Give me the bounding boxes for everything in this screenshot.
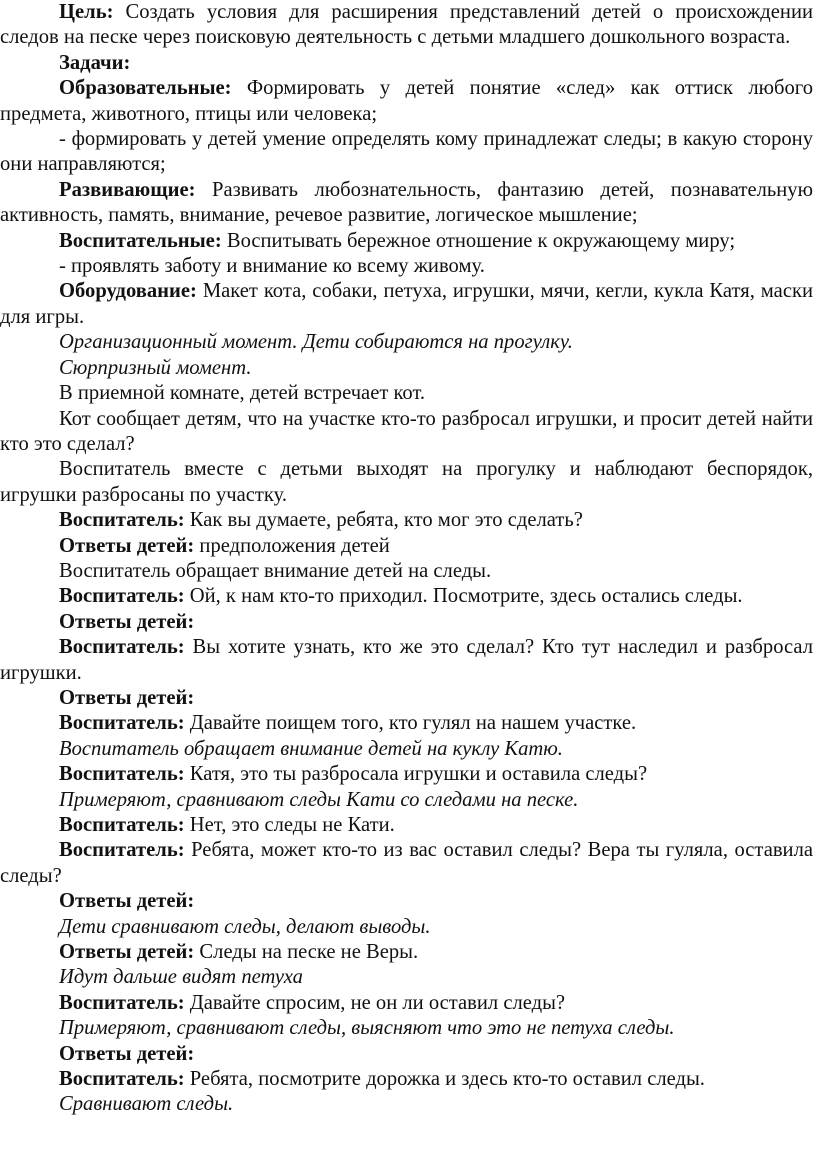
stage-note-text: Дети сравнивают следы, делают выводы. xyxy=(59,915,431,938)
tasks-heading xyxy=(0,51,813,76)
speaker-label: Ответы детей: xyxy=(59,686,195,709)
dialogue-text: Ребята, посмотрите дорожка и здесь кто-то оставил следы. xyxy=(184,1068,705,1091)
speaker-label: Воспитатель: xyxy=(59,585,185,608)
dialogue-text: Давайте поищем того, кто гулял на нашем участке. xyxy=(184,712,637,735)
speaker-label: Ответы детей: xyxy=(59,941,195,964)
task-list-item xyxy=(0,127,813,178)
upbringing-label: Воспитательные: xyxy=(59,229,222,252)
goal-label: Цель: xyxy=(59,1,114,23)
developing-task-paragraph xyxy=(0,178,813,229)
dialogue-line xyxy=(0,686,813,711)
dialogue-line xyxy=(0,711,813,736)
dialogue-line xyxy=(0,584,813,609)
dialogue-text: предположения детей xyxy=(194,534,390,557)
stage-note xyxy=(0,915,813,940)
stage-note-text: Воспитатель обращает внимание детей на куклу Катю. xyxy=(59,737,563,760)
task-text: - проявлять заботу и внимание ко всему живому. xyxy=(59,255,485,278)
stage-note-text: Сюрпризный момент. xyxy=(59,356,252,379)
speaker-label: Ответы детей: xyxy=(59,534,195,557)
developing-text: Развивать любознательность, фантазию детей, познавательную активность, память, внимание, речевое развитие, логическое мышление; xyxy=(0,178,813,227)
dialogue-line xyxy=(0,889,813,914)
stage-note xyxy=(0,356,813,381)
speaker-label: Воспитатель: xyxy=(59,509,185,532)
speaker-label: Воспитатель: xyxy=(59,1068,185,1091)
dialogue-line xyxy=(0,534,813,559)
stage-note-text: Примеряют, сравнивают следы, выясняют что это не петуха следы. xyxy=(59,1017,675,1040)
goal-text: Создать условия для расширения представлений детей о происхождении следов на песке через поисковую деятельность с детьми младшего дошкольного возраста. xyxy=(0,1,813,49)
stage-note-text: Примеряют, сравнивают следы Кати со следами на песке. xyxy=(59,788,579,811)
dialogue-text: Вы хотите узнать, кто же это сделал? Кто тут наследил и разбросал игрушки. xyxy=(0,636,813,684)
speaker-label: Воспитатель: xyxy=(59,991,185,1014)
dialogue-line xyxy=(0,1042,813,1067)
upbringing-text: Воспитывать бережное отношение к окружающему миру; xyxy=(221,229,736,252)
speaker-label: Ответы детей: xyxy=(59,1042,195,1065)
stage-note xyxy=(0,788,813,813)
dialogue-text: Нет, это следы не Кати. xyxy=(184,814,395,836)
dialogue-text: Ребята, может кто-то из вас оставил следы? Вера ты гуляла, оставила следы? xyxy=(0,839,813,887)
stage-note xyxy=(0,1092,813,1117)
speaker-label: Воспитатель: xyxy=(59,712,185,735)
dialogue-line xyxy=(0,940,813,965)
dialogue-line xyxy=(0,610,813,635)
dialogue-line xyxy=(0,838,813,889)
stage-note xyxy=(0,1016,813,1041)
stage-note-text: Организационный момент. Дети собираются на прогулку. xyxy=(59,331,573,354)
stage-note xyxy=(0,737,813,762)
narrative-paragraph xyxy=(0,407,813,458)
educational-label: Образовательные: xyxy=(59,77,232,100)
speaker-label: Воспитатель: xyxy=(59,763,185,786)
dialogue-text: Как вы думаете, ребята, кто мог это сделать? xyxy=(184,509,583,532)
developing-label: Развивающие: xyxy=(59,178,196,201)
narrative-paragraph xyxy=(0,457,813,508)
dialogue-text: Давайте спросим, не он ли оставил следы? xyxy=(184,991,566,1014)
narrative-paragraph xyxy=(0,381,813,406)
stage-note xyxy=(0,330,813,355)
narrative-text: Кот сообщает детям, что на участке кто-то разбросал игрушки, и просит детей найти кто это сделал? xyxy=(0,407,813,455)
dialogue-text: Ой, к нам кто-то приходил. Посмотрите, здесь остались следы. xyxy=(184,585,743,608)
narrative-paragraph xyxy=(0,559,813,584)
speaker-label: Воспитатель: xyxy=(59,839,185,862)
stage-note-text: Идут дальше видят петуха xyxy=(59,966,303,989)
stage-note-text: Сравнивают следы. xyxy=(59,1093,234,1116)
dialogue-line xyxy=(0,1067,813,1092)
dialogue-line xyxy=(0,762,813,787)
speaker-label: Воспитатель: xyxy=(59,814,185,836)
speaker-label: Ответы детей: xyxy=(59,890,195,913)
task-text: - формировать у детей умение определять кому принадлежат следы; в какую сторону они направляются; xyxy=(0,128,813,176)
equipment-label: Оборудование: xyxy=(59,280,197,303)
dialogue-text: Следы на песке не Веры. xyxy=(194,941,419,964)
stage-note xyxy=(0,965,813,990)
task-list-item xyxy=(0,254,813,279)
upbringing-task-paragraph xyxy=(0,229,813,254)
educational-task-paragraph xyxy=(0,76,813,127)
educational-text: Формировать у детей понятие «след» как оттиск любого предмета, животного, птицы или человека; xyxy=(0,77,813,125)
dialogue-line xyxy=(0,991,813,1016)
goal-paragraph xyxy=(0,0,813,51)
narrative-text: Воспитатель вместе с детьми выходят на прогулку и наблюдают беспорядок, игрушки разбросаны по участку. xyxy=(0,458,813,506)
dialogue-text: Катя, это ты разбросала игрушки и оставила следы? xyxy=(184,763,648,786)
dialogue-line xyxy=(0,635,813,686)
speaker-label: Ответы детей: xyxy=(59,610,195,633)
speaker-label: Воспитатель: xyxy=(59,636,185,659)
dialogue-line xyxy=(0,813,813,838)
dialogue-line xyxy=(0,508,813,533)
equipment-text: Макет кота, собаки, петуха, игрушки, мячи, кегли, кукла Катя, маски для игры. xyxy=(0,280,813,328)
narrative-text: Воспитатель обращает внимание детей на следы. xyxy=(59,559,492,582)
narrative-text: В приемной комнате, детей встречает кот. xyxy=(59,382,426,405)
equipment-paragraph xyxy=(0,279,813,330)
tasks-label: Задачи: xyxy=(59,51,131,74)
